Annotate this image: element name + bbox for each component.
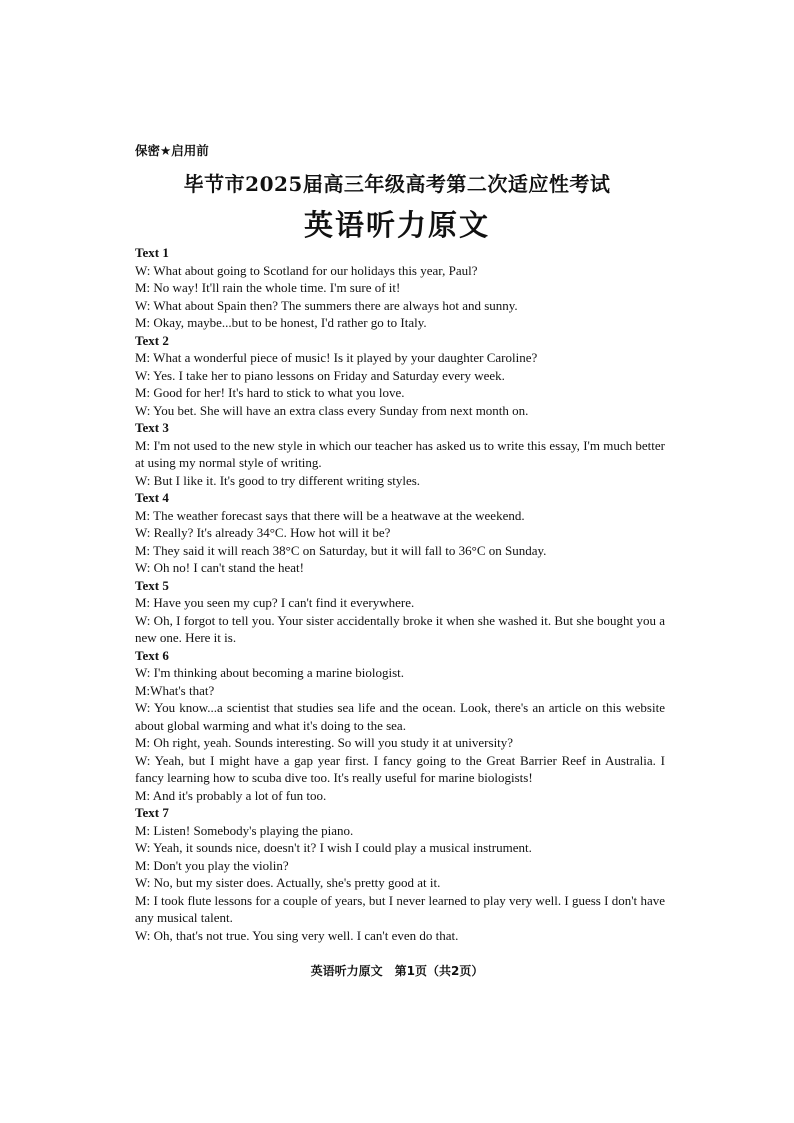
dialogue-line: M: Have you seen my cup? I can't find it everywhere. bbox=[135, 595, 415, 610]
dialogue-line: W: Yeah, it sounds nice, doesn't it? I wish I could play a musical instrument. bbox=[135, 840, 532, 855]
section-title: Text 6 bbox=[135, 647, 169, 663]
dialogue-line: M: They said it will reach 38°C on Saturday, but it will fall to 36°C on Sunday. bbox=[135, 542, 547, 558]
dialogue-line: M: What a wonderful piece of music! Is it played by your daughter Caroline? bbox=[135, 350, 538, 365]
transcript-body bbox=[135, 244, 665, 944]
section-title: Text 2 bbox=[135, 332, 169, 348]
dialogue-line: W: Oh no! I can't stand the heat! bbox=[135, 560, 304, 575]
page-footer: 英语听力原文 第1页（共2页） bbox=[310, 964, 484, 978]
dialogue-line: W: But I like it. It's good to try different writing styles. bbox=[135, 472, 421, 488]
exam-title: 毕节市2025届高三年级高考第二次适应性考试 bbox=[183, 172, 611, 196]
dialogue-line: M:What's that? bbox=[135, 682, 215, 698]
section-title: Text 3 bbox=[135, 420, 169, 435]
section-title: Text 1 bbox=[135, 245, 169, 260]
confidential-label: 保密★启用前 bbox=[135, 143, 209, 158]
dialogue-line: M: I took flute lessons for a couple of years, but I never learned to play very well. I guess I don't have any musical talent. bbox=[135, 892, 665, 925]
dialogue-line: M: Oh right, yeah. Sounds interesting. So will you study it at university? bbox=[135, 735, 514, 750]
dialogue-line: M: The weather forecast says that there will be a heatwave at the weekend. bbox=[135, 507, 525, 523]
dialogue-line: W: No, but my sister does. Actually, she's pretty good at it. bbox=[135, 875, 441, 890]
dialogue-line: W: Oh, that's not true. You sing very well. I can't even do that. bbox=[135, 927, 459, 943]
dialogue-line: W: I'm thinking about becoming a marine biologist. bbox=[135, 665, 405, 680]
dialogue-line: W: Yes. I take her to piano lessons on Friday and Saturday every week. bbox=[135, 367, 505, 383]
section-title: Text 5 bbox=[135, 577, 169, 593]
document-title: 英语听力原文 bbox=[303, 208, 490, 242]
dialogue-line: W: You know...a scientist that studies sea life and the ocean. Look, there's an article on this website about global warming and what it's doing to the sea. bbox=[135, 700, 665, 733]
dialogue-line: M: Don't you play the violin? bbox=[135, 857, 289, 873]
dialogue-line: W: Yeah, but I might have a gap year first. I fancy going to the Great Barrier Reef in Australia. I fancy learning how to scuba dive too. It's really useful for marine biologists! bbox=[135, 752, 665, 785]
dialogue-line: W: Really? It's already 34°C. How hot will it be? bbox=[135, 525, 391, 540]
dialogue-line: W: What about Spain then? The summers there are always hot and sunny. bbox=[135, 297, 518, 313]
dialogue-line: W: What about going to Scotland for our holidays this year, Paul? bbox=[135, 262, 478, 278]
section-title: Text 4 bbox=[135, 490, 169, 505]
dialogue-line: M: Okay, maybe...but to be honest, I'd rather go to Italy. bbox=[135, 315, 427, 330]
dialogue-line: W: Oh, I forgot to tell you. Your sister accidentally broke it when she washed it. But she bought you a new one. Here it is. bbox=[135, 612, 665, 645]
dialogue-line: M: Good for her! It's hard to stick to what you love. bbox=[135, 385, 405, 400]
section-title: Text 7 bbox=[135, 805, 169, 820]
dialogue-line: M: And it's probably a lot of fun too. bbox=[135, 787, 327, 803]
dialogue-line: M: Listen! Somebody's playing the piano. bbox=[135, 822, 354, 838]
dialogue-line: W: You bet. She will have an extra class every Sunday from next month on. bbox=[135, 402, 529, 418]
dialogue-line: M: No way! It'll rain the whole time. I'm sure of it! bbox=[135, 280, 401, 295]
dialogue-line: M: I'm not used to the new style in which our teacher has asked us to write this essay, I'm much better at using my normal style of writing. bbox=[135, 437, 665, 470]
